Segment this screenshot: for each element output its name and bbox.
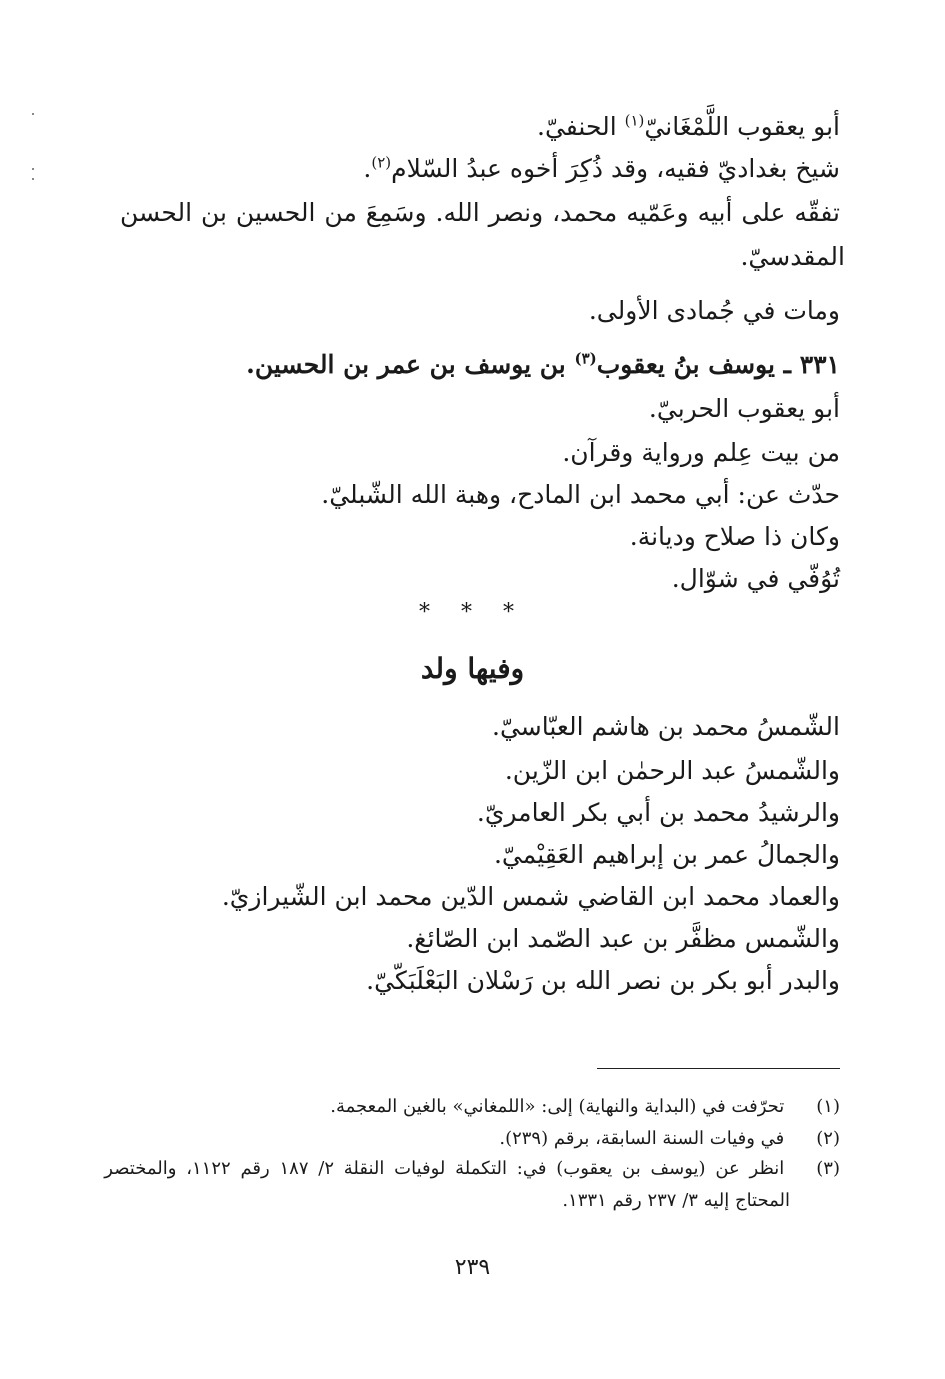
margin-mark: [32, 178, 34, 180]
footnote-text: انظر عن (يوسف بن يعقوب) في: التكملة لوفيات النقلة ٢/ ١٨٧ رقم ١١٢٢، والمختصر: [104, 1158, 785, 1179]
footnote-continuation: المحتاج إليه ٣/ ٢٣٧ رقم ١٣٣١.: [562, 1190, 790, 1211]
body-line: تُوُفّي في شوّال.: [671, 564, 840, 593]
text-run: أبو يعقوب اللَّمْغَانيّ: [644, 112, 840, 141]
footnote-rule: [597, 1068, 840, 1069]
page-number: ٢٣٩: [454, 1255, 491, 1280]
birth-line: والبدر أبو بكر بن نصر الله بن رَسْلان البَعْلَبَكّيّ.: [366, 966, 840, 995]
text-run: .: [363, 154, 372, 183]
body-line: حدّث عن: أبي محمد ابن المادح، وهبة الله الشّبليّ.: [321, 480, 840, 509]
text-run: ٣٣١ ـ يوسف بنُ يعقوب: [596, 350, 840, 379]
body-line: من بيت عِلم ورواية وقرآن.: [562, 438, 840, 467]
footnote-number: (٢): [816, 1128, 840, 1149]
text-run: بن يوسف بن عمر بن الحسين.: [246, 350, 575, 379]
footnote-number: (٣): [816, 1158, 840, 1179]
birth-line: والعماد محمد ابن القاضي شمس الدّين محمد ابن الشّيرازيّ.: [221, 882, 840, 911]
footnote: [104, 1155, 840, 1183]
footnote-marker: (٣): [574, 349, 597, 368]
margin-mark: [32, 168, 34, 170]
text-run: شيخ بغداديّ فقيه، وقد ذُكِرَ أخوه عبدُ السّلام: [391, 154, 840, 183]
body-line: تفقّه على أبيه وعَمّيه محمد، ونصر الله. وسَمِعَ من الحسين بن الحسن: [120, 198, 840, 227]
birth-line: والرشيدُ محمد بن أبي بكر العامريّ.: [476, 798, 840, 827]
birth-line: والجمالُ عمر بن إبراهيم العَقِيْميّ.: [493, 840, 840, 869]
footnote-text: في وفيات السنة السابقة، برقم (٢٣٩).: [499, 1128, 785, 1149]
body-line: [537, 110, 840, 144]
body-line: ومات في جُمادى الأولى.: [588, 296, 840, 325]
birth-line: الشّمسُ محمد بن هاشم العبّاسيّ.: [492, 712, 840, 741]
body-line: المقدسيّ.: [740, 242, 845, 271]
section-separator: * * *: [419, 600, 526, 625]
footnote-marker: (٢): [371, 153, 392, 172]
footnote-marker: (١): [624, 111, 645, 130]
footnote: [110, 1093, 840, 1121]
entry-heading: [246, 348, 840, 382]
birth-line: والشّمس مظفَّر بن عبد الصّمد ابن الصّائغ.: [406, 924, 840, 953]
birth-line: والشّمسُ عبد الرحمٰن ابن الزّين.: [504, 756, 840, 785]
footnote: [110, 1125, 840, 1153]
section-title: وفيها ولد: [420, 652, 525, 685]
text-run: الحنفيّ.: [537, 112, 625, 141]
body-line: أبو يعقوب الحربيّ.: [648, 394, 840, 423]
margin-mark: [32, 113, 34, 115]
body-line: وكان ذا صلاح وديانة.: [629, 522, 840, 551]
footnote-number: (١): [816, 1096, 840, 1117]
body-line: [363, 152, 840, 186]
footnote-text: تحرّفت في (البداية والنهاية) إلى: «اللمغاني» بالغين المعجمة.: [330, 1096, 785, 1117]
